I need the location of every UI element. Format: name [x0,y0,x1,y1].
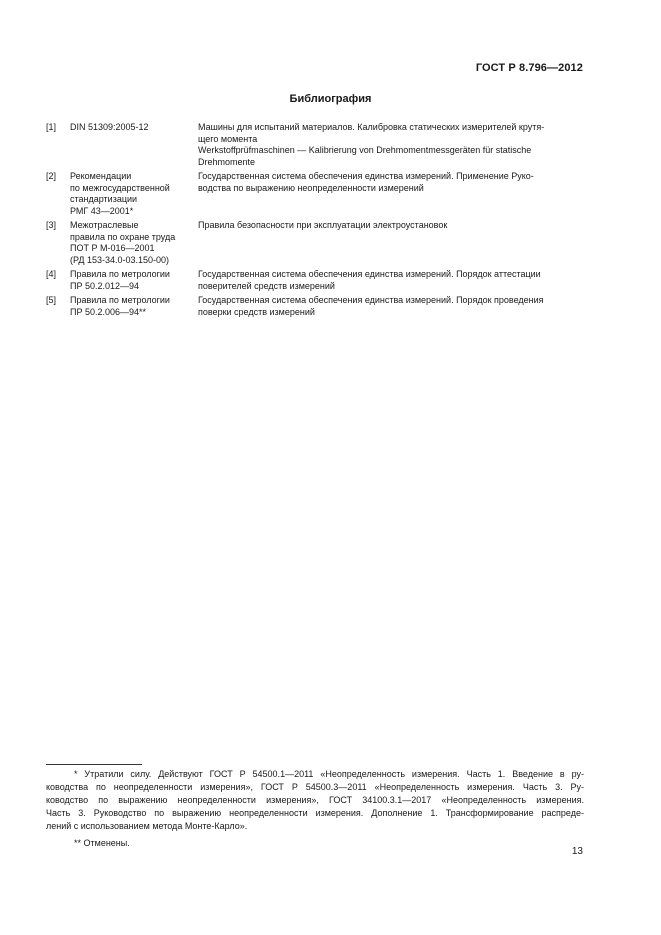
description-line: поверки средств измерений [198,306,315,317]
description-line: Правила безопасности при эксплуатации электроустановок [198,220,448,230]
description-line: Государственная система обеспечения единства измерений. Применение Руко- [198,171,534,181]
entry-source [70,269,198,292]
source-line: Правила по метрологии [70,269,170,279]
description-line: Drehmomente [198,156,256,167]
source-line: ПР 50.2.006—94** [70,306,147,317]
footnote-line: лений с использованием метода Монте-Карло». [46,821,248,831]
source-line: Межотраслевые [70,220,139,230]
entry-number: [2] [46,171,57,181]
source-line: Рекомендации [70,171,132,181]
footnote-divider [46,764,142,765]
entry-description [198,220,584,266]
source-line: (РД 153-34.0-03.150-00) [70,254,170,265]
description-line: поверителей средств измерений [198,280,335,291]
footnotes [46,768,584,854]
source-line: стандартизации [70,194,138,204]
footnote-line: * Утратили силу. Действуют ГОСТ Р 54500.1—2011 «Неопределенность измерения. Часть 1. Введение в ру- [74,769,584,779]
entry-description [198,269,584,292]
bibliography-entry [46,295,584,318]
description-line: водства по выражению неопределенности измерений [198,182,424,193]
footnote-line: ководство по выражению неопределенности измерения», ГОСТ 34100.3.1—2017 «Неопределенность измерения. [46,795,584,805]
source-line: Правила по метрологии [70,295,170,305]
bibliography-list [46,122,584,321]
entry-description [198,122,584,168]
bibliography-entry [46,122,584,168]
entry-number: [3] [46,220,57,230]
page-number: 13 [571,846,583,857]
footnote-line: ководства по неопределенности измерения», ГОСТ Р 54500.3—2011 «Неопределенность измерения. Часть 3. Ру- [46,782,584,792]
bibliography-entry [46,220,584,266]
entry-description [198,295,584,318]
description-line: Werkstoffprüfmaschinen — Kalibrierung von Drehmomentmessgeräten für statische [198,145,532,155]
entry-source [70,295,198,318]
bibliography-entry [46,269,584,292]
footnote-line: Часть 3. Руководство по выражению неопределенности измерения. Дополнение 1. Трансформирование распреде- [46,808,584,818]
description-line: Государственная система обеспечения единства измерений. Порядок проведения [198,295,544,305]
entry-number: [4] [46,269,57,279]
source-line: DIN 51309:2005-12 [70,122,149,132]
description-line: Государственная система обеспечения единства измерений. Порядок аттестации [198,269,541,279]
footnote-1 [46,768,584,833]
source-line: правила по охране труда [70,231,176,242]
footnote-2: ** Отменены. [74,838,130,848]
entry-number: [5] [46,295,57,305]
description-line: щего момента [198,133,258,144]
entry-source [70,122,198,168]
document-code: ГОСТ Р 8.796—2012 [475,62,583,74]
entry-source [70,220,198,266]
entry-description [198,171,584,217]
source-line: РМГ 43—2001* [70,205,134,216]
source-line: ПР 50.2.012—94 [70,280,140,291]
source-line: по межгосударственной [70,182,170,193]
source-line: ПОТ Р М-016—2001 [70,243,155,253]
entry-source [70,171,198,217]
bibliography-entry [46,171,584,217]
description-line: Машины для испытаний материалов. Калибровка статических измерителей крутя- [198,122,545,132]
entry-number: [1] [46,122,57,132]
section-title: Библиография [289,93,372,105]
